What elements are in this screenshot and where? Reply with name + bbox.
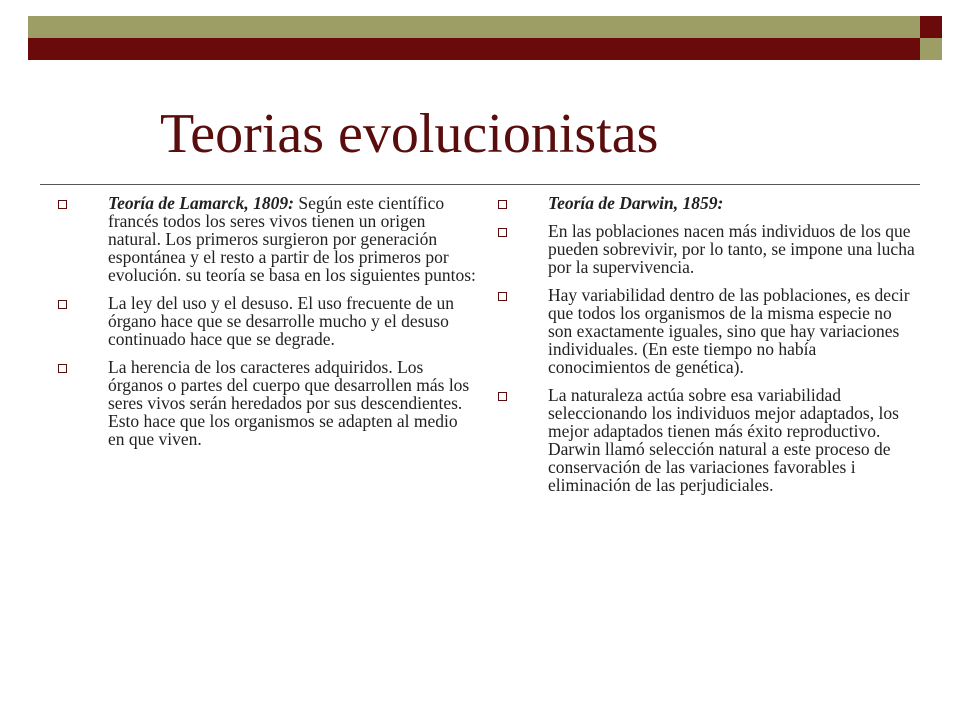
lamarck-heading-item bbox=[56, 194, 476, 284]
lamarck-heading: Teoría de Lamarck, 1809: bbox=[108, 193, 294, 213]
darwin-heading-item bbox=[496, 194, 916, 212]
hollow-square-icon bbox=[58, 364, 67, 373]
top-decorative-band bbox=[0, 0, 960, 62]
olive-corner-square bbox=[920, 38, 942, 60]
left-column bbox=[56, 194, 476, 458]
slide-title: Teorias evolucionistas bbox=[160, 103, 659, 165]
acquired-traits-text: La herencia de los caracteres adquiridos. Los órganos o partes del cuerpo que desarrollen más los seres vivos serán heredados por sus descendientes. Esto hace que los organismos se adapten al medio en que viven. bbox=[108, 357, 470, 449]
hollow-square-icon bbox=[58, 200, 67, 209]
acquired-traits-item bbox=[56, 358, 476, 448]
title-divider bbox=[40, 184, 920, 185]
struggle-item bbox=[496, 222, 916, 276]
natural-selection-item bbox=[496, 386, 916, 494]
lamarck-intro-text: Según este científico francés todos los seres vivos tienen un origen natural. Los primeros surgieron por generación espontánea y el resto a partir de los primeros por evolución. su teoría se basa en los siguientes puntos: bbox=[108, 193, 476, 285]
darwin-heading: Teoría de Darwin, 1859: bbox=[548, 193, 724, 213]
natural-selection-text: La naturaleza actúa sobre esa variabilidad seleccionando los individuos mejor adaptados, los mejor adaptados tienen más éxito reproductivo. Darwin llamó selección natural a este proceso de conservación de las variaciones favorables i eliminación de las perjudiciales. bbox=[548, 385, 899, 495]
olive-stripe bbox=[28, 16, 920, 38]
maroon-corner-square bbox=[920, 16, 942, 38]
hollow-square-icon bbox=[498, 228, 507, 237]
right-column bbox=[496, 194, 916, 504]
use-disuse-item bbox=[56, 294, 476, 348]
hollow-square-icon bbox=[498, 392, 507, 401]
hollow-square-icon bbox=[58, 300, 67, 309]
struggle-text: En las poblaciones nacen más individuos de los que pueden sobrevivir, por lo tanto, se impone una lucha por la supervivencia. bbox=[548, 221, 915, 277]
use-disuse-text: La ley del uso y el desuso. El uso frecuente de un órgano hace que se desarrolle mucho y el desuso continuado hace que se degrade. bbox=[108, 293, 455, 349]
hollow-square-icon bbox=[498, 292, 507, 301]
hollow-square-icon bbox=[498, 200, 507, 209]
maroon-stripe bbox=[28, 38, 920, 60]
variability-item bbox=[496, 286, 916, 376]
variability-text: Hay variabilidad dentro de las poblaciones, es decir que todos los organismos de la misma especie no son exactamente iguales, sino que hay variaciones individuales. (En este tiempo no había conocimientos de genética). bbox=[548, 285, 910, 377]
